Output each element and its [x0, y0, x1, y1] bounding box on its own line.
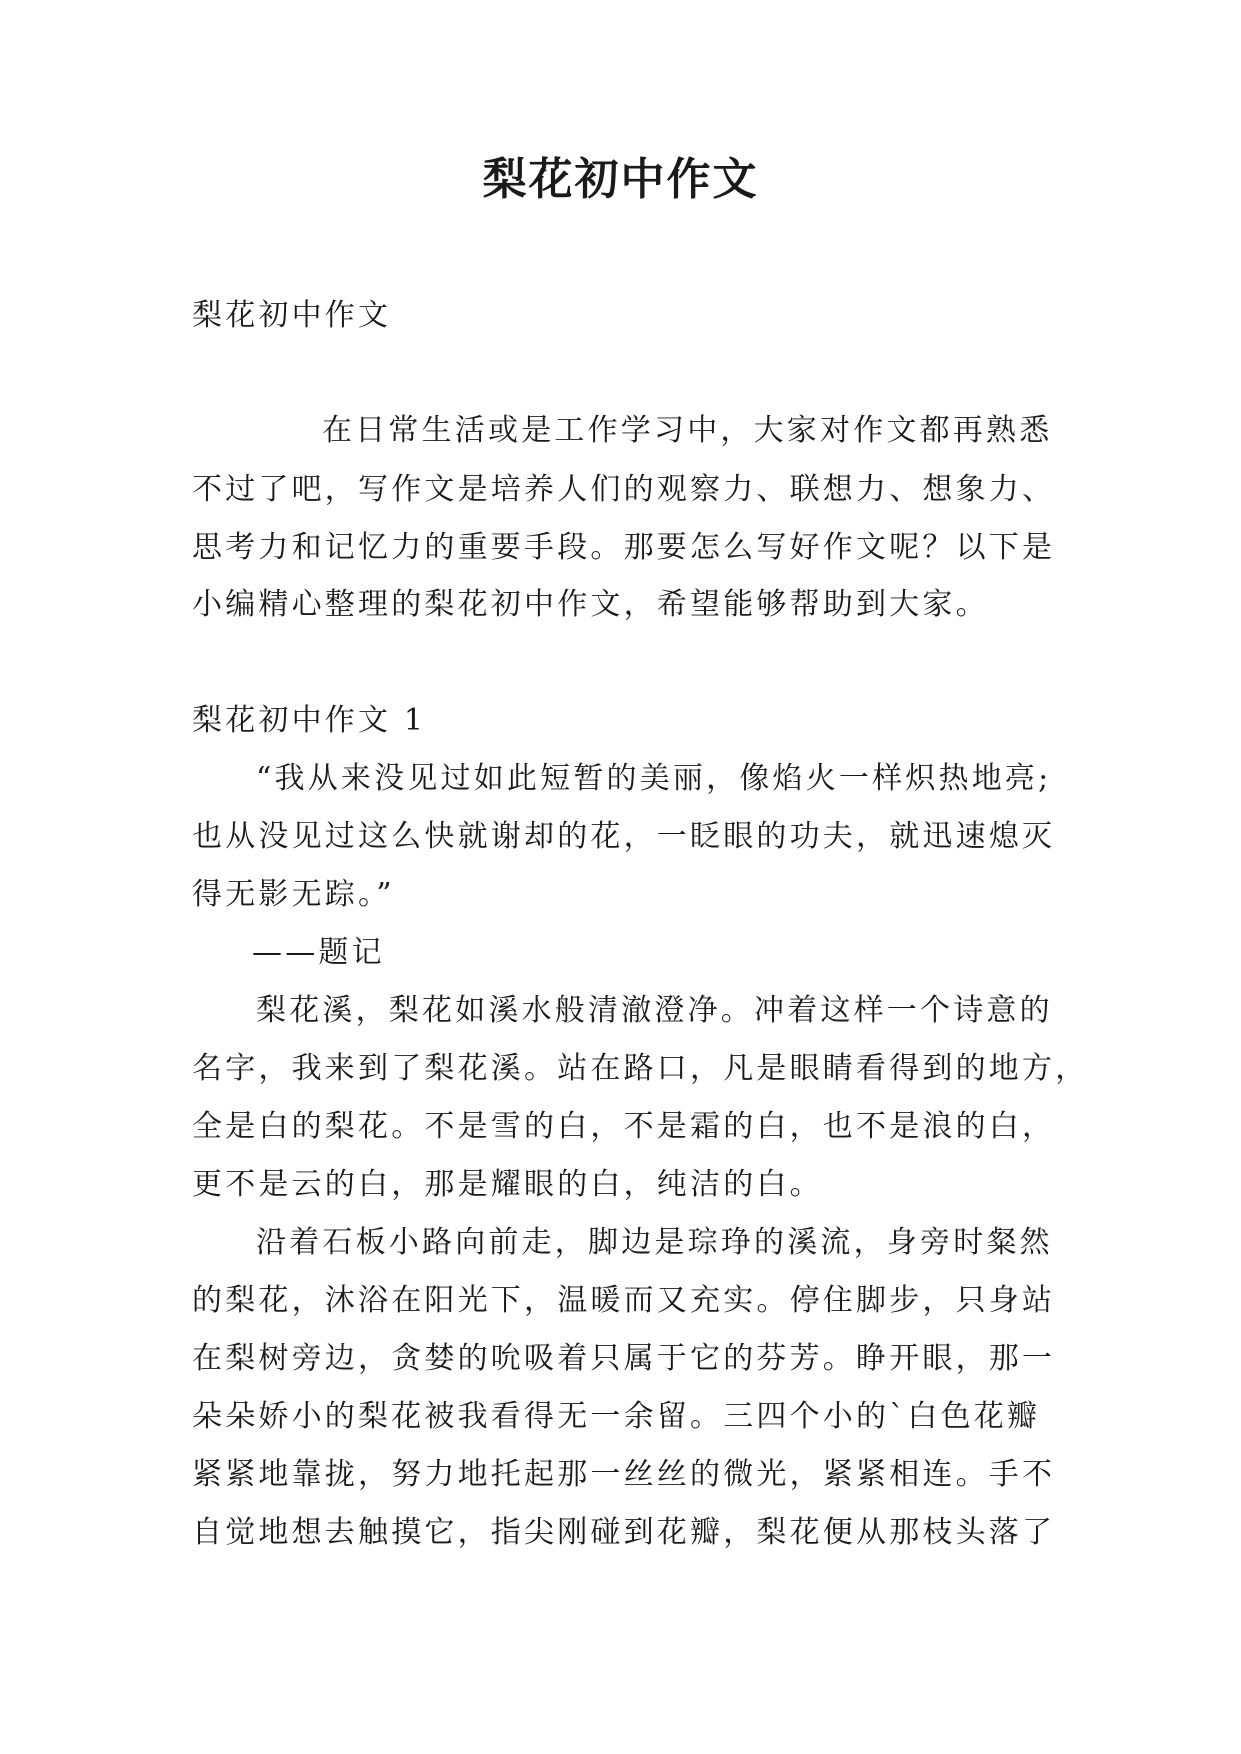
- paragraph-line: 沿着石板小路向前走，脚边是琮琤的溪流，身旁时粲然: [256, 1225, 1053, 1260]
- paragraph-line: 全是白的梨花。不是雪的白，不是霜的白，也不是浪的白，: [192, 1109, 1056, 1144]
- paragraph-line: 自觉地想去触摸它，指尖刚碰到花瓣，梨花便从那枝头落了: [192, 1515, 1056, 1550]
- intro-line: 小编精心整理的梨花初中作文，希望能够帮助到大家。: [192, 587, 989, 622]
- paragraph-line: 梨花溪，梨花如溪水般清澈澄净。冲着这样一个诗意的: [256, 993, 1053, 1028]
- paragraph-line: 的梨花，沐浴在阳光下，温暖而又充实。停住脚步，只身站: [192, 1283, 1056, 1318]
- paragraph-line: 更不是云的白，那是耀眼的白，纯洁的白。: [192, 1167, 823, 1202]
- quote-line: 得无影无踪。”: [192, 877, 395, 912]
- inscription: ——题记: [252, 935, 385, 970]
- paragraph-line: 朵朵娇小的梨花被我看得无一余留。三四个小的`白色花瓣: [192, 1399, 1041, 1434]
- document-title: 梨花初中作文: [482, 154, 759, 205]
- paragraph-line: 在梨树旁边，贪婪的吮吸着只属于它的芬芳。睁开眼，那一: [192, 1341, 1056, 1376]
- intro-line: 不过了吧，写作文是培养人们的观察力、联想力、想象力、: [192, 472, 1056, 507]
- paragraph-line: 紧紧地靠拢，努力地托起那一丝丝的微光，紧紧相连。手不: [192, 1457, 1056, 1492]
- intro-line: 在日常生活或是工作学习中，大家对作文都再熟悉: [322, 413, 1053, 448]
- section-heading: 梨花初中作文 1: [192, 703, 427, 738]
- paragraph-line: 名字，我来到了梨花溪。站在路口，凡是眼睛看得到的地方，: [192, 1051, 1089, 1086]
- quote-line: 也从没见过这么快就谢却的花，一眨眼的功夫，就迅速熄灭: [192, 819, 1056, 854]
- intro-line: 思考力和记忆力的重要手段。那要怎么写好作文呢？以下是: [192, 530, 1056, 565]
- quote-line: “我从来没见过如此短暂的美丽，像焰火一样炽热地亮;: [256, 761, 1052, 796]
- document-subtitle: 梨花初中作文: [192, 298, 392, 333]
